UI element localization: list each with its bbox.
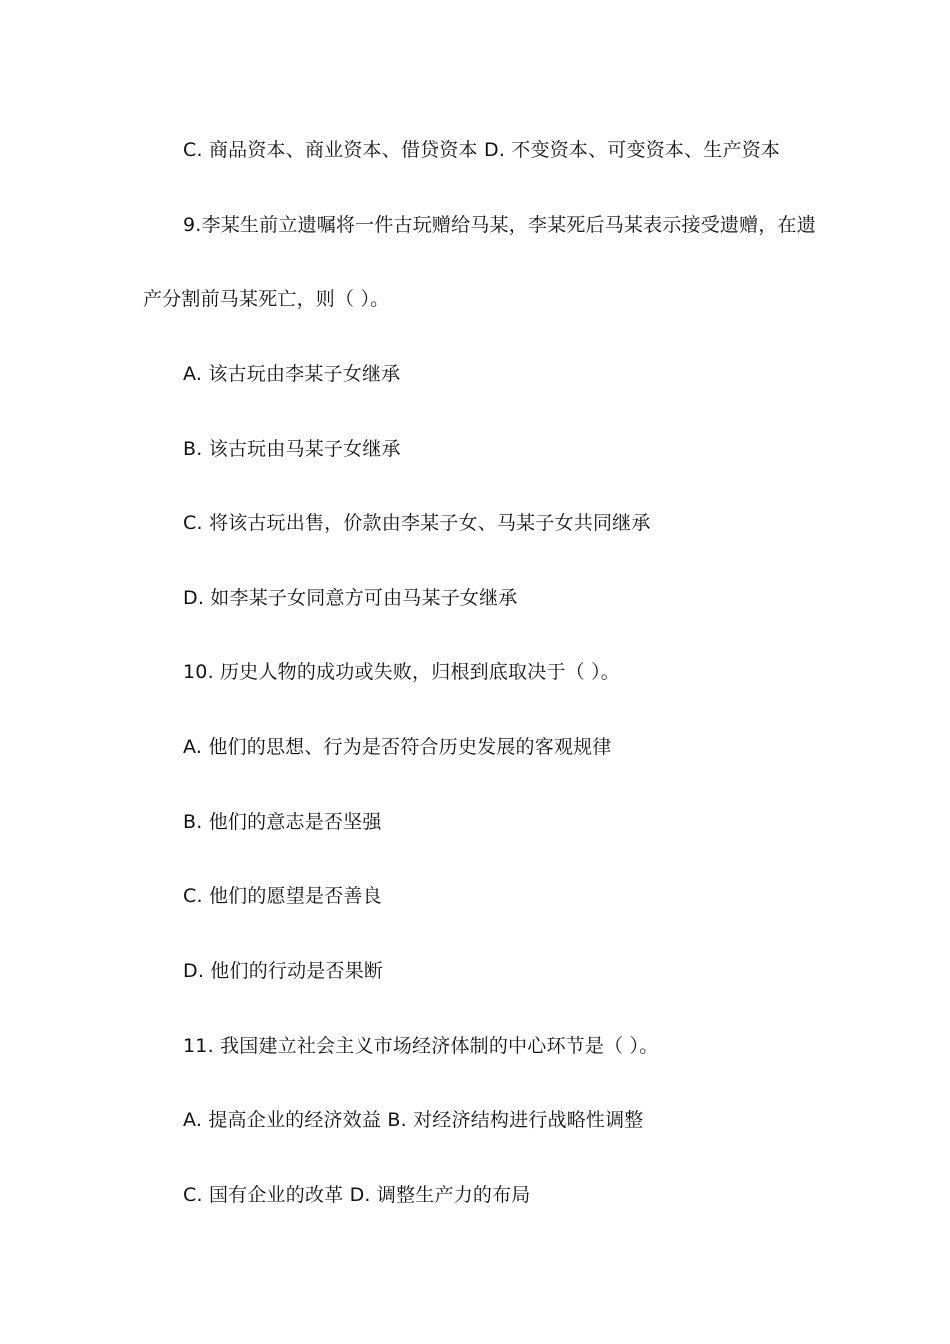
q8-options-cd: C. 商品资本、商业资本、借贷资本 D. 不变资本、可变资本、生产资本: [183, 139, 781, 161]
q10-option-a: A. 他们的思想、行为是否符合历史发展的客观规律: [183, 736, 612, 758]
q10-option-b: B. 他们的意志是否坚强: [183, 811, 382, 833]
q10-stem: 10. 历史人物的成功或失败，归根到底取决于（ ）。: [183, 661, 620, 683]
q9-option-d: D. 如李某子女同意方可由马某子女继承: [183, 587, 518, 609]
q9-stem-line2: 产分割前马某死亡，则（ ）。: [143, 288, 390, 310]
q9-option-c: C. 将该古玩出售，价款由李某子女、马某子女共同继承: [183, 512, 651, 534]
q10-option-c: C. 他们的愿望是否善良: [183, 885, 382, 907]
q9-option-a: A. 该古玩由李某子女继承: [183, 363, 401, 385]
q9-stem-line1: 9.李某生前立遗嘱将一件古玩赠给马某，李某死后马某表示接受遗赠，在遗: [183, 214, 816, 236]
q11-options-cd: C. 国有企业的改革 D. 调整生产力的布局: [183, 1184, 531, 1206]
q10-option-d: D. 他们的行动是否果断: [183, 960, 384, 982]
q9-option-b: B. 该古玩由马某子女继承: [183, 438, 401, 460]
q11-stem: 11. 我国建立社会主义市场经济体制的中心环节是（ ）。: [183, 1035, 659, 1057]
q11-options-ab: A. 提高企业的经济效益 B. 对经济结构进行战略性调整: [183, 1109, 644, 1131]
